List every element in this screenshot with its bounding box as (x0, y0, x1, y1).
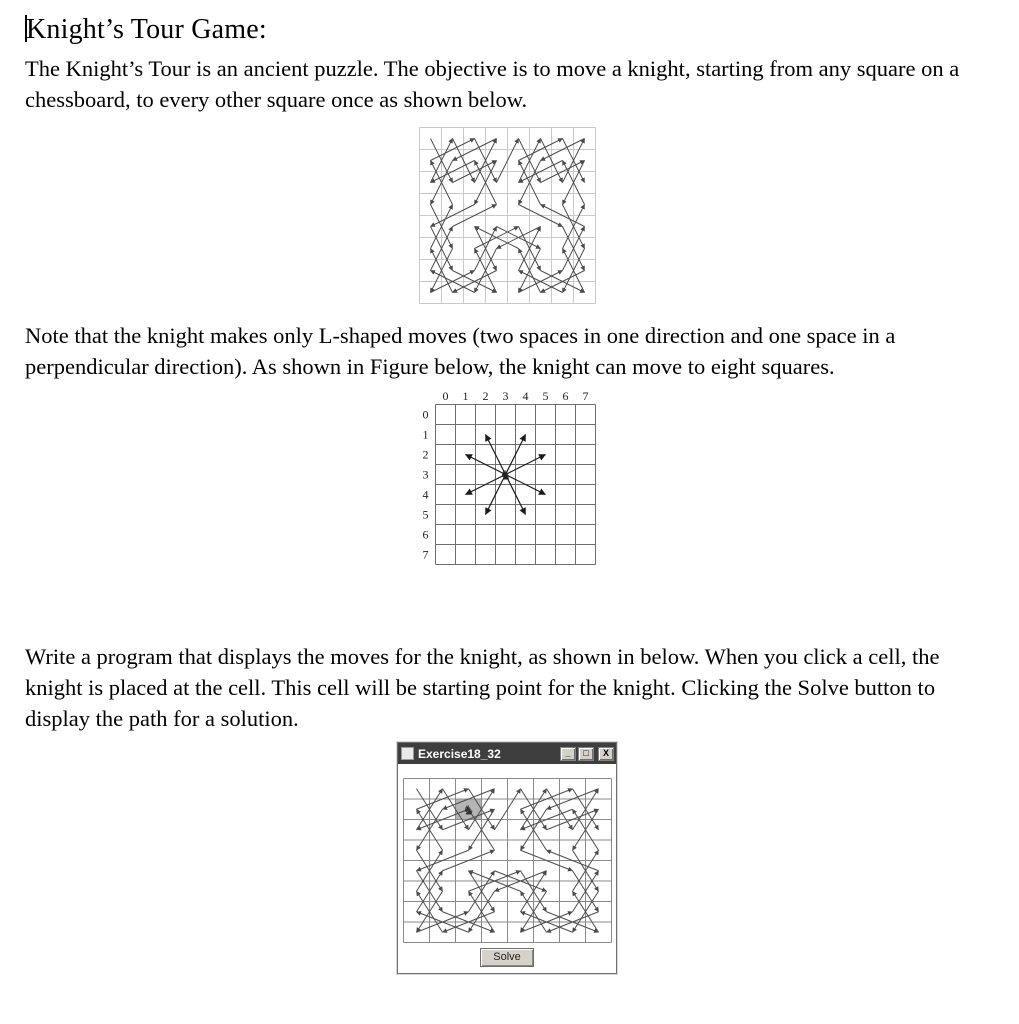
title-row (25, 14, 989, 46)
col-label: 0 (442, 389, 449, 404)
intro-paragraph: The Knight’s Tour is an ancient puzzle. The objective is to move a knight, starting from any square on a chessboard, to every other square once as shown below. (25, 56, 960, 112)
row-label: 4 (422, 487, 429, 502)
row-label: 6 (422, 527, 429, 542)
window-title: Exercise18_32 (418, 746, 501, 761)
window-titlebar (398, 743, 616, 764)
window-controls (560, 747, 614, 761)
tour-figure-svg (411, 119, 603, 311)
close-button[interactable]: X (598, 747, 614, 761)
chessboard[interactable] (403, 778, 612, 943)
moves-paragraph: Note that the knight makes only L-shaped moves (two spaces in one direction and one space in a perpendicular direction). As shown in Figure below, the knight can move to eight squares. (25, 323, 896, 379)
col-label: 2 (482, 389, 489, 404)
moves-figure (25, 388, 989, 572)
program-paragraph: Write a program that displays the moves for the knight, as shown in below. When you click a cell, the knight is placed at the cell. This cell will be starting point for the knight. Clicking the Solve button to display the path for a solution. (25, 644, 940, 731)
col-label: 3 (502, 389, 509, 404)
page-title: Knight’s Tour Game: (26, 14, 267, 45)
window-figure (25, 742, 989, 974)
row-label: 0 (422, 407, 429, 422)
row-label: 5 (422, 507, 429, 522)
minimize-button[interactable]: _ (560, 747, 576, 761)
row-label: 2 (422, 447, 429, 462)
col-label: 6 (562, 389, 569, 404)
knight-icon: ♞ (499, 468, 512, 484)
col-label: 7 (582, 389, 589, 404)
col-label: 5 (542, 389, 549, 404)
row-label: 1 (422, 427, 429, 442)
col-label: 1 (462, 389, 469, 404)
solve-button[interactable]: Solve (480, 948, 534, 967)
row-label: 7 (422, 547, 429, 562)
moves-figure-svg (413, 388, 601, 572)
knight-icon: ♞ (462, 803, 474, 819)
app-icon (401, 747, 414, 760)
window-content (398, 764, 616, 973)
maximize-button[interactable]: □ (578, 747, 594, 761)
app-window (397, 742, 617, 974)
button-row (402, 943, 612, 971)
tour-figure (25, 119, 989, 311)
row-label: 3 (422, 467, 429, 482)
col-label: 4 (522, 389, 529, 404)
